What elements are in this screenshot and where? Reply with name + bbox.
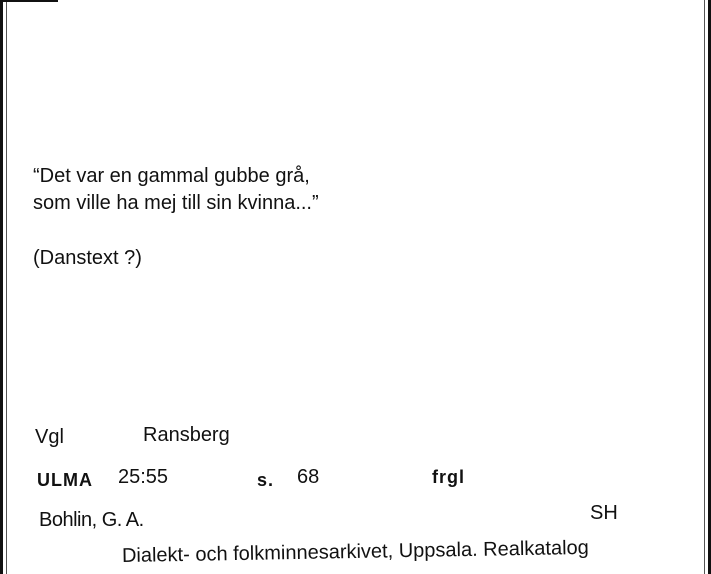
text-line-2: som ville ha mej till sin kvinna...” [33,192,319,214]
collector-name: Bohlin, G. A. [39,509,144,531]
footer-archive: Dialekt- och folkminnesarkivet, Uppsala. Realkatalog [121,536,590,567]
note-text: (Danstext ?) [33,247,142,269]
archive-code: ULMA [37,470,93,490]
card-top-edge [0,0,58,2]
card-left-edge [0,0,3,574]
initials: SH [590,502,618,524]
text-line-1: “Det var en gammal gubbe grå, [33,165,310,187]
vgl-value: Ransberg [143,424,230,446]
page-label: s. [257,470,275,490]
card-left-edge-inner [6,0,7,574]
archive-ref: 25:55 [118,466,169,488]
vgl-label: Vgl [35,426,64,448]
page-number: 68 [297,466,320,488]
card-right-edge-inner [704,0,705,574]
category-code: frgl [432,467,465,487]
